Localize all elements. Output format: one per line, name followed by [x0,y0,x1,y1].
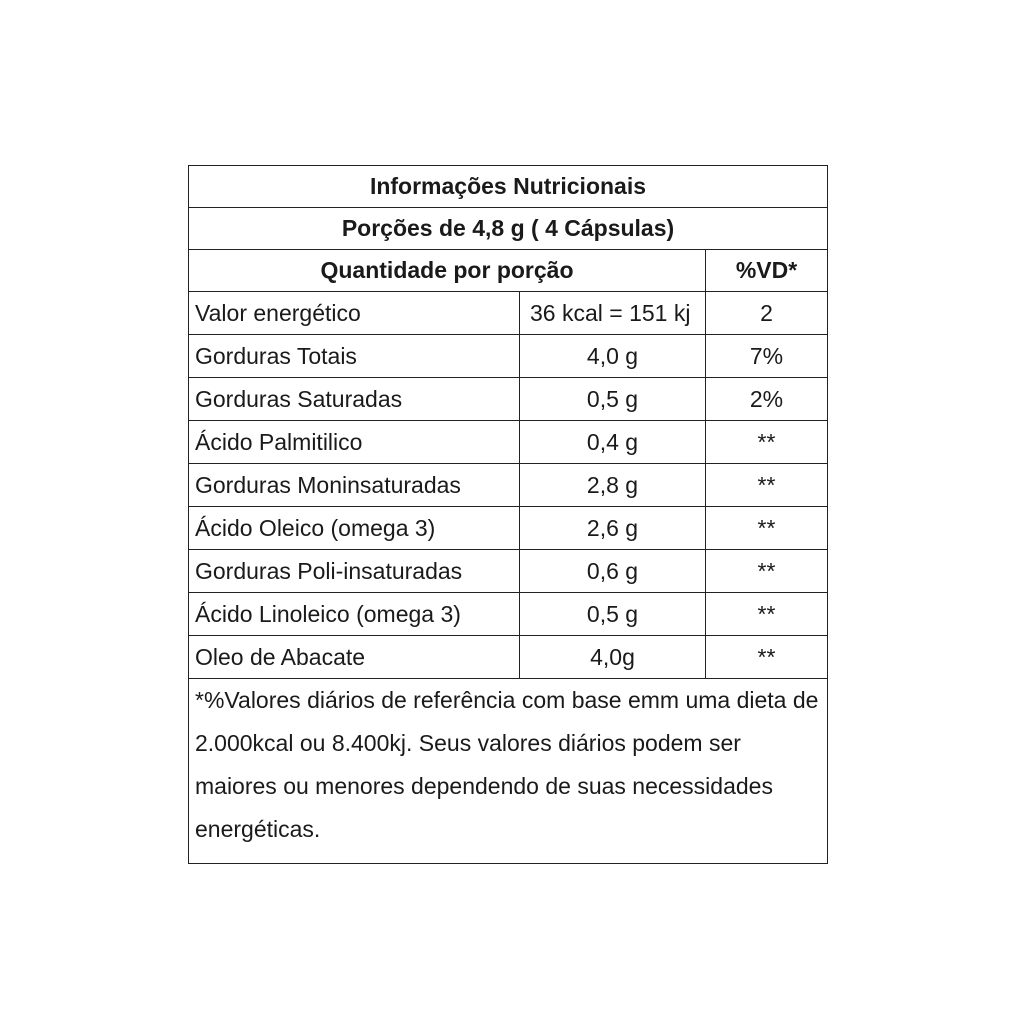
column-header-row [189,250,828,292]
table-row [189,421,828,464]
nutrient-dv: 7% [706,335,828,378]
serving-row [189,208,828,250]
serving-size: Porções de 4,8 g ( 4 Cápsulas) [189,208,828,250]
footnote: *%Valores diários de referência com base emm uma dieta de 2.000kcal ou 8.400kj. Seus valores diários podem ser maiores ou menores dependendo de suas necessidades energéticas. [189,679,828,864]
title-row [189,166,828,208]
nutrient-amount: 36 kcal = 151 kj [520,292,706,335]
nutrient-amount: 4,0g [520,636,706,679]
table-row [189,464,828,507]
table-row [189,507,828,550]
nutrient-dv: 2 [706,292,828,335]
table-row [189,335,828,378]
table-row [189,593,828,636]
nutrient-amount: 2,8 g [520,464,706,507]
nutrient-name: Gorduras Poli-insaturadas [189,550,520,593]
nutrient-dv: ** [706,593,828,636]
footnote-row [189,679,828,864]
nutrient-name: Ácido Linoleico (omega 3) [189,593,520,636]
nutrition-facts-table [188,165,828,864]
table-row [189,550,828,593]
table-title: Informações Nutricionais [189,166,828,208]
nutrient-name: Gorduras Saturadas [189,378,520,421]
table-row [189,636,828,679]
nutrient-name: Ácido Palmitilico [189,421,520,464]
nutrient-dv: ** [706,421,828,464]
quantity-header: Quantidade por porção [189,250,706,292]
nutrient-amount: 0,5 g [520,378,706,421]
nutrient-dv: ** [706,507,828,550]
nutrient-name: Oleo de Abacate [189,636,520,679]
nutrient-amount: 0,5 g [520,593,706,636]
nutrient-amount: 0,6 g [520,550,706,593]
nutrient-dv: 2% [706,378,828,421]
nutrient-dv: ** [706,550,828,593]
table-row [189,292,828,335]
nutrient-amount: 2,6 g [520,507,706,550]
nutrient-name: Gorduras Totais [189,335,520,378]
nutrient-dv: ** [706,464,828,507]
nutrient-name: Ácido Oleico (omega 3) [189,507,520,550]
nutrient-name: Gorduras Moninsaturadas [189,464,520,507]
nutrient-amount: 0,4 g [520,421,706,464]
dv-header: %VD* [706,250,828,292]
table-row [189,378,828,421]
nutrient-amount: 4,0 g [520,335,706,378]
nutrient-name: Valor energético [189,292,520,335]
nutrient-dv: ** [706,636,828,679]
